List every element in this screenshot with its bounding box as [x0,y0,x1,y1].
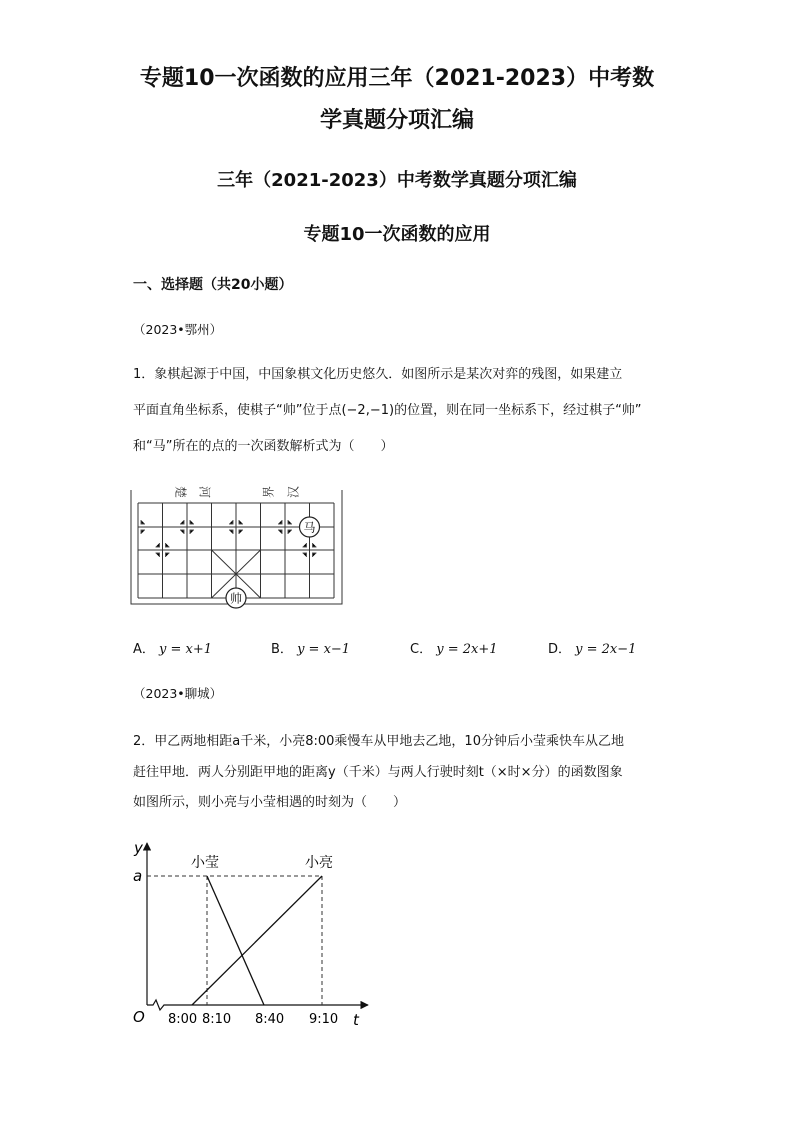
option-d[interactable]: D． y = 2x−1 [548,642,637,657]
line-xiaoliang [192,876,322,1005]
option-b-expr: y = x−1 [297,642,351,657]
question-1-line: 平面直角坐标系，使棋子“帅”位于点(−2,−1)的位置，则在同一坐标系下，经过棋子“帅” [133,403,642,418]
tick-label: 8:40 [255,1012,285,1027]
position-markers [141,520,317,557]
tick-label: 9:10 [309,1012,339,1027]
river-text-chu: 楚 [173,485,188,499]
option-a[interactable]: A． y = x+1 [133,642,213,657]
a-label: a [133,867,143,885]
question-1-line: 1．象棋起源于中国，中国象棋文化历史悠久．如图所示是某次对弈的残图，如果建立 [133,367,623,382]
river-text-he: 河 [197,485,212,499]
y-axis-label: y [134,839,143,857]
question-1-source: （2023•鄂州） [133,322,223,337]
x-axis [147,1000,368,1010]
question-2-line: 2．甲乙两地相距a千米，小亮8:00乘慢车从甲地去乙地，10分钟后小莹乘快车从乙地 [133,734,624,749]
subtitle-series: 三年（2021-2023）中考数学真题分项汇编 [217,170,577,191]
piece-shuai: 帅 [229,591,243,606]
option-c[interactable]: C． y = 2x+1 [410,642,498,657]
page-title-line2: 学真题分项汇编 [319,108,474,133]
piece-ma: 马 [303,520,316,535]
option-d-expr: y = 2x−1 [575,642,637,657]
subtitle-topic: 专题10一次函数的应用 [303,224,491,245]
river-text-jie: 界 [261,485,276,499]
option-c-expr: y = 2x+1 [436,642,498,657]
line-xiaoying [207,876,264,1005]
river-text-han: 汉 [286,485,301,499]
question-1-line: 和“马”所在的点的一次函数解析式为（ ） [133,439,394,454]
question-2-line: 如图所示，则小亮与小莹相遇的时刻为（ ） [133,795,407,810]
option-a-expr: y = x+1 [159,642,213,657]
page-title-line1: 专题10一次函数的应用三年（2021-2023）中考数 [139,66,655,91]
question-2-source: （2023•聊城） [133,686,223,701]
tick-label: 8:10 [202,1012,232,1027]
label-xiaoying: 小莹 [191,855,219,871]
tick-label: 8:00 [168,1012,198,1027]
question-2-line: 赶往甲地．两人分别距甲地的距离y（千米）与两人行驶时刻t（×时×分）的函数图象 [133,765,623,780]
option-b[interactable]: B． y = x−1 [271,642,351,657]
section-title: 一、选择题（共20小题） [133,277,293,293]
origin-label: O [133,1008,145,1026]
label-xiaoliang: 小亮 [305,855,333,871]
x-axis-label: t [353,1011,359,1029]
distance-time-graph [125,835,385,1035]
chess-board-figure [128,480,348,610]
